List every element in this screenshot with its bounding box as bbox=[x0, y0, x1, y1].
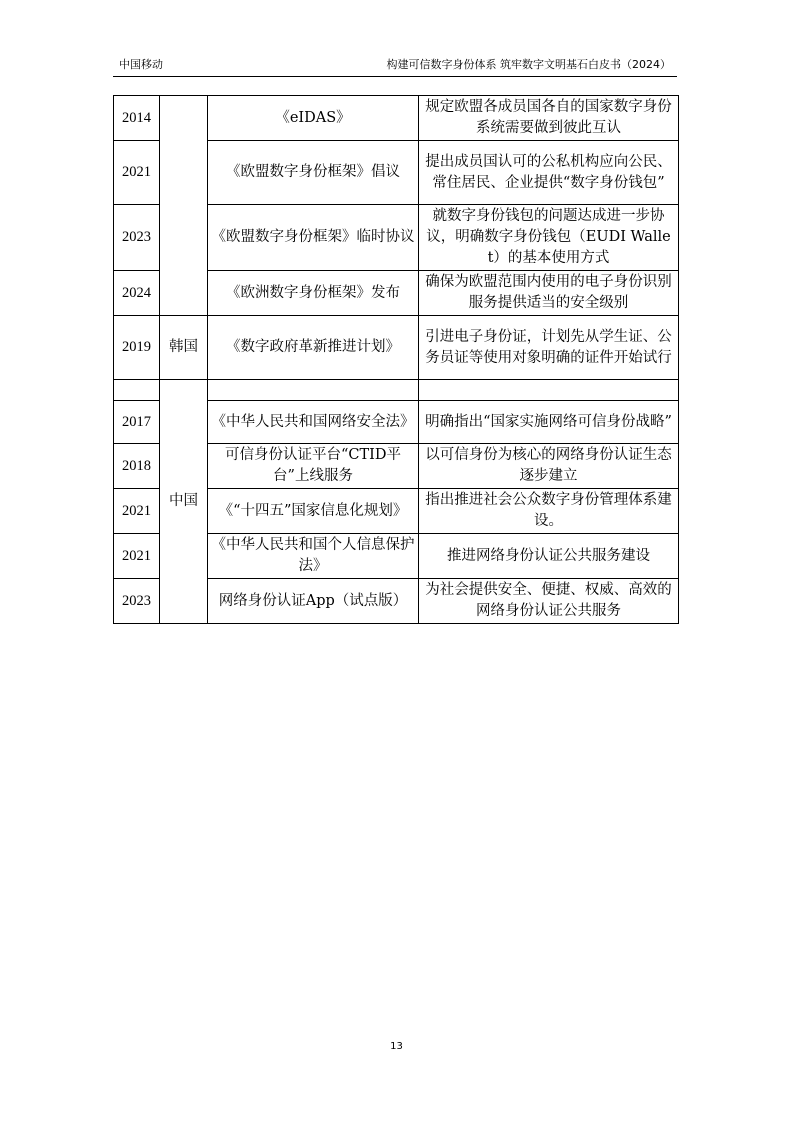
header-divider bbox=[113, 76, 677, 77]
document-cell: 网络身份认证App（试点版） bbox=[208, 579, 419, 624]
header-document-title: 构建可信数字身份体系 筑牢数字文明基石白皮书（2024） bbox=[386, 58, 671, 71]
description-cell: 确保为欧盟范围内使用的电子身份识别服务提供适当的安全级别 bbox=[419, 271, 679, 316]
region-cell-china: 中国 bbox=[160, 380, 208, 624]
document-cell: 《欧盟数字身份框架》倡议 bbox=[208, 141, 419, 205]
document-cell: 可信身份认证平台“CTID平台”上线服务 bbox=[208, 444, 419, 489]
document-cell: 《eIDAS》 bbox=[208, 96, 419, 141]
region-cell-korea: 韩国 bbox=[160, 316, 208, 380]
description-cell: 提出成员国认可的公私机构应向公民、常住居民、企业提供“数字身份钱包” bbox=[419, 141, 679, 205]
empty-cell bbox=[114, 380, 160, 401]
description-cell: 引进电子身份证，计划先从学生证、公务员证等使用对象明确的证件开始试行 bbox=[419, 316, 679, 380]
document-cell: 《数字政府革新推进计划》 bbox=[208, 316, 419, 380]
year-cell: 2023 bbox=[114, 205, 160, 271]
page-number: 13 bbox=[390, 1041, 403, 1052]
document-cell: 《“十四五”国家信息化规划》 bbox=[208, 489, 419, 534]
year-cell: 2021 bbox=[114, 141, 160, 205]
table-row-empty bbox=[114, 380, 679, 401]
year-cell: 2017 bbox=[114, 401, 160, 444]
year-cell: 2021 bbox=[114, 534, 160, 579]
description-cell: 指出推进社会公众数字身份管理体系建设。 bbox=[419, 489, 679, 534]
table-row bbox=[114, 316, 679, 380]
empty-cell bbox=[208, 380, 419, 401]
header-org-name: 中国移动 bbox=[119, 58, 163, 71]
year-cell: 2023 bbox=[114, 579, 160, 624]
description-cell: 以可信身份为核心的网络身份认证生态逐步建立 bbox=[419, 444, 679, 489]
description-cell: 明确指出“国家实施网络可信身份战略” bbox=[419, 401, 679, 444]
document-cell: 《中华人民共和国网络安全法》 bbox=[208, 401, 419, 444]
document-cell: 《中华人民共和国个人信息保护法》 bbox=[208, 534, 419, 579]
empty-cell bbox=[419, 380, 679, 401]
description-cell: 就数字身份钱包的问题达成进一步协议，明确数字身份钱包（EUDI Wallet）的基本使用方式 bbox=[419, 205, 679, 271]
digital-identity-policy-table bbox=[113, 95, 679, 624]
year-cell: 2019 bbox=[114, 316, 160, 380]
description-cell: 为社会提供安全、便捷、权威、高效的网络身份认证公共服务 bbox=[419, 579, 679, 624]
year-cell: 2021 bbox=[114, 489, 160, 534]
region-cell-eu bbox=[160, 96, 208, 316]
description-cell: 推进网络身份认证公共服务建设 bbox=[419, 534, 679, 579]
year-cell: 2018 bbox=[114, 444, 160, 489]
document-cell: 《欧盟数字身份框架》临时协议 bbox=[208, 205, 419, 271]
page-header bbox=[113, 56, 677, 74]
description-cell: 规定欧盟各成员国各自的国家数字身份系统需要做到彼此互认 bbox=[419, 96, 679, 141]
year-cell: 2024 bbox=[114, 271, 160, 316]
year-cell: 2014 bbox=[114, 96, 160, 141]
table-row bbox=[114, 96, 679, 141]
document-cell: 《欧洲数字身份框架》发布 bbox=[208, 271, 419, 316]
